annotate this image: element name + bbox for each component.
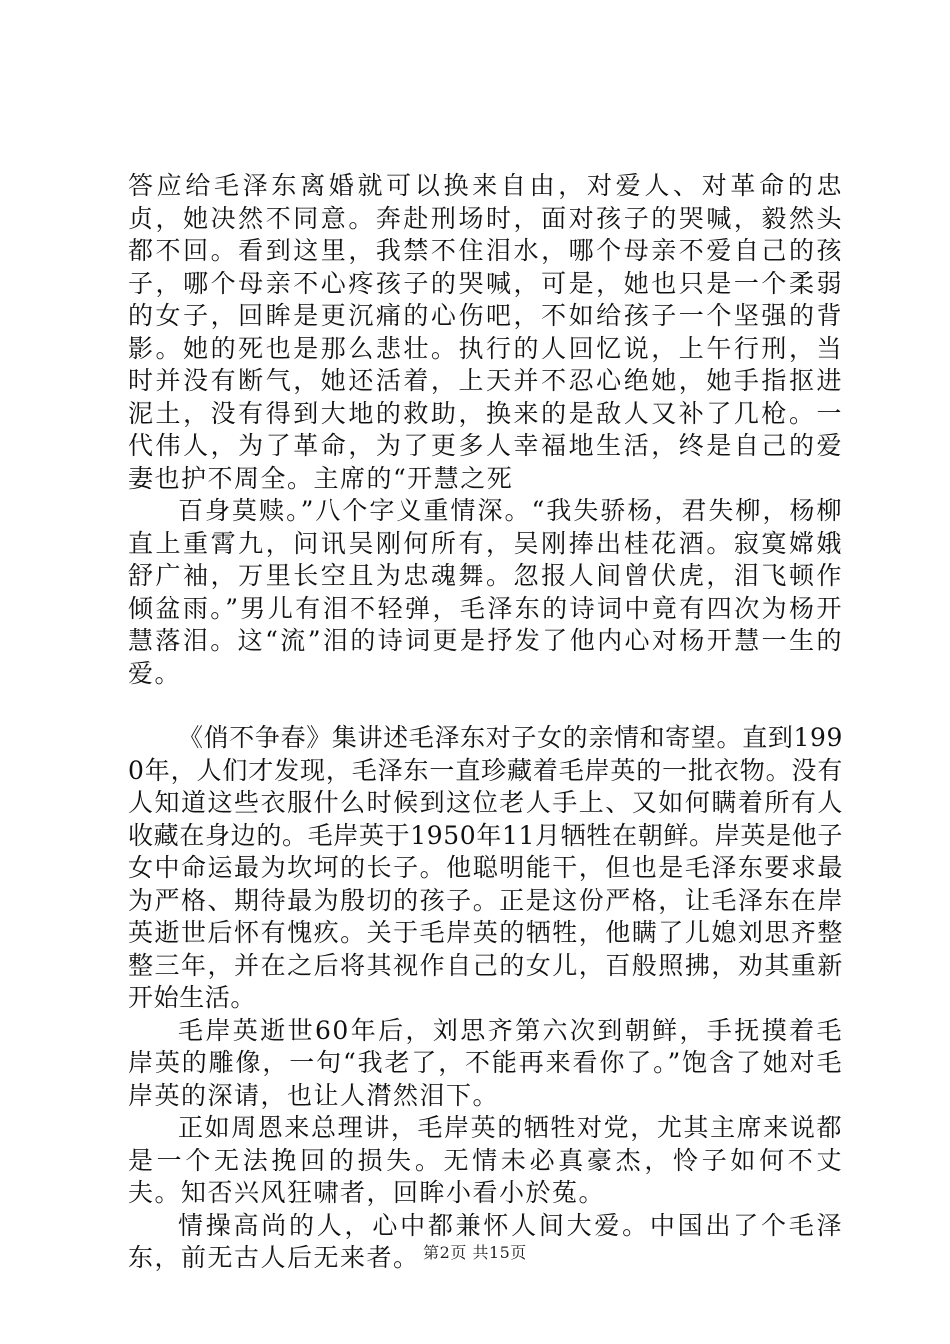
document-body [128, 170, 843, 1275]
paragraph-3: 《俏不争春》集讲述毛泽东对子女的亲情和寄望。直到1990年，人们才发现，毛泽东一直珍藏着毛岸英的一批衣物。没有人知道这些衣服什么时候到这位老人手上、又如何瞒着所有人收藏在身边的。毛岸英于1950年11月牺牲在朝鲜。岸英是他子女中命运最为坎坷的长子。他聪明能干，但也是毛泽东要求最为严格、期待最为殷切的孩子。正是这份严格，让毛泽东在岸英逝世后怀有愧疚。关于毛岸英的牺牲，他瞒了儿媳刘思齐整整三年，并在之后将其视作自己的女儿，百般照拂，劝其重新开始生活。 [128, 723, 843, 1012]
paragraph-1: 答应给毛泽东离婚就可以换来自由，对爱人、对革命的忠贞，她决然不同意。奔赴刑场时，面对孩子的哭喊，毅然头都不回。看到这里，我禁不住泪水，哪个母亲不爱自己的孩子，哪个母亲不心疼孩子的哭喊，可是，她也只是一个柔弱的女子，回眸是更沉痛的心伤吧，不如给孩子一个坚强的背影。她的死也是那么悲壮。执行的人回忆说，上午行刑，当时并没有断气，她还活着，上天并不忍心绝她，她手指抠进泥土，没有得到大地的救助，换来的是敌人又补了几枪。一代伟人，为了革命，为了更多人幸福地生活，终是自己的爱妻也护不周全。主席的“开慧之死 [128, 171, 843, 493]
paragraph-5: 正如周恩来总理讲，毛岸英的牺牲对党，尤其主席来说都是一个无法挽回的损失。无情未必真豪杰，怜子如何不丈夫。知否兴风狂啸者，回眸小看小於菟。 [128, 1113, 843, 1207]
paragraph-6: 情操高尚的人，心中都兼怀人间大爱。中国出了个毛泽东，前无古人后无来者。 [128, 1210, 843, 1272]
page-footer: 第2页 共15页 [423, 1243, 527, 1262]
paragraph-4: 毛岸英逝世60年后，刘思齐第六次到朝鲜，手抚摸着毛岸英的雕像，一句“我老了，不能再来看你了。”饱含了她对毛岸英的深请，也让人潸然泪下。 [128, 1015, 843, 1110]
paragraph-2: 百身莫赎。”八个字义重情深。“我失骄杨，君失柳，杨柳直上重霄九，问讯吴刚何所有，吴刚捧出桂花酒。寂寞嫦娥舒广袖，万里长空且为忠魂舞。忽报人间曾伏虎，泪飞顿作倾盆雨。”男儿有泪不轻弹，毛泽东的诗词中竟有四次为杨开慧落泪。这“流”泪的诗词更是抒发了他内心对杨开慧一生的爱。 [128, 496, 843, 688]
